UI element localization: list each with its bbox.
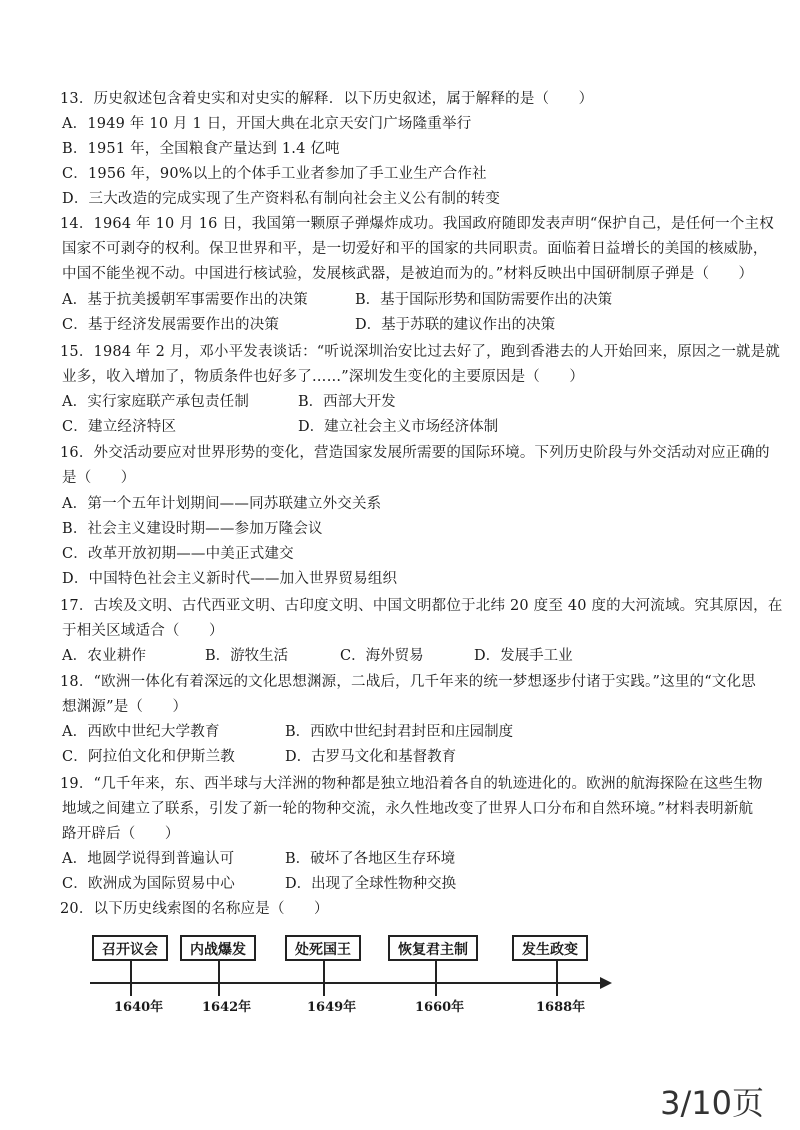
q17-option-d: D．发展手工业 [474, 648, 573, 664]
q17-option-a: A．农业耕作 [62, 648, 147, 664]
q14-stem-line3: 中国不能坐视不动。中国进行核试验，发展核武器，是被迫而为的。”材料反映出中国研制原子弹是（ ） [62, 266, 754, 282]
q16-option-c: C．改革开放初期——中美正式建交 [62, 546, 294, 562]
timeline-connector [435, 961, 437, 983]
q16-option-b: B．社会主义建设时期——参加万隆会议 [62, 521, 323, 537]
q13-stem: 13．历史叙述包含着史实和对史实的解释．以下历史叙述，属于解释的是（ ） [60, 91, 594, 107]
timeline-connector [130, 961, 132, 983]
timeline-event-3: 处死国王 [285, 935, 361, 961]
q16-stem-line1: 16．外交活动要应对世界形势的变化，营造国家发展所需要的国际环境。下列历史阶段与外交活动对应正确的 [60, 445, 770, 461]
q16-stem-line2: 是（ ） [62, 470, 136, 486]
q18-option-b: B．西欧中世纪封君封臣和庄园制度 [285, 724, 514, 740]
q15-stem-line1: 15．1984 年 2 月，邓小平发表谈话：“听说深圳治安比过去好了，跑到香港去的人开始回来，原因之一就是就 [60, 344, 781, 360]
q18-option-d: D．古罗马文化和基督教育 [285, 749, 457, 765]
q17-option-b: B．游牧生活 [205, 648, 289, 664]
q19-option-d: D．出现了全球性物种交换 [285, 876, 457, 892]
timeline-tick [130, 984, 132, 996]
timeline-year-2: 1642年 [202, 1000, 252, 1015]
q14-stem-line1: 14．1964 年 10 月 16 日，我国第一颗原子弹爆炸成功。我国政府随即发表声明“保护自己，是任何一个主权 [60, 216, 774, 232]
q13-option-b: B．1951 年，全国粮食产量达到 1.4 亿吨 [62, 141, 340, 157]
timeline-connector [556, 961, 558, 983]
history-timeline-figure [80, 925, 640, 1035]
timeline-year-4: 1660年 [415, 1000, 465, 1015]
timeline-connector [218, 961, 220, 983]
q16-option-d: D．中国特色社会主义新时代——加入世界贸易组织 [62, 571, 398, 587]
q14-option-d: D．基于苏联的建议作出的决策 [355, 317, 556, 333]
q19-option-a: A．地圆学说得到普遍认可 [62, 851, 235, 867]
q15-option-c: C．建立经济特区 [62, 419, 177, 435]
q17-stem-line2: 于相关区域适合（ ） [62, 623, 224, 639]
timeline-arrow-icon [600, 977, 612, 989]
q19-option-c: C．欧洲成为国际贸易中心 [62, 876, 235, 892]
q15-option-a: A．实行家庭联产承包责任制 [62, 394, 250, 410]
q15-option-d: D．建立社会主义市场经济体制 [298, 419, 499, 435]
page-indicator: 3/10页 [660, 1084, 764, 1122]
timeline-tick [435, 984, 437, 996]
timeline-tick [556, 984, 558, 996]
q14-stem-line2: 国家不可剥夺的权利。保卫世界和平，是一切爱好和平的国家的共同职责。面临着日益增长的美国的核威胁， [62, 241, 768, 257]
q18-option-c: C．阿拉伯文化和伊斯兰教 [62, 749, 235, 765]
q15-stem-line2: 业多，收入增加了，物质条件也好多了……”深圳发生变化的主要原因是（ ） [62, 369, 585, 385]
timeline-event-4: 恢复君主制 [388, 935, 478, 961]
timeline-year-5: 1688年 [536, 1000, 586, 1015]
q16-option-a: A．第一个五年计划期间——同苏联建立外交关系 [62, 496, 382, 512]
q15-option-b: B．西部大开发 [298, 394, 396, 410]
q14-option-a: A．基于抗美援朝军事需要作出的决策 [62, 292, 308, 308]
q13-option-a: A．1949 年 10 月 1 日，开国大典在北京天安门广场隆重举行 [62, 116, 472, 132]
q14-option-b: B．基于国际形势和国防需要作出的决策 [355, 292, 613, 308]
q14-option-c: C．基于经济发展需要作出的决策 [62, 317, 280, 333]
timeline-year-1: 1640年 [114, 1000, 164, 1015]
timeline-event-1: 召开议会 [92, 935, 168, 961]
q18-option-a: A．西欧中世纪大学教育 [62, 724, 220, 740]
q19-option-b: B．破坏了各地区生存环境 [285, 851, 456, 867]
q13-option-c: C．1956 年，90%以上的个体手工业者参加了手工业生产合作社 [62, 166, 487, 182]
q13-option-d: D．三大改造的完成实现了生产资料私有制向社会主义公有制的转变 [62, 191, 501, 207]
q17-stem-line1: 17．古埃及文明、古代西亚文明、古印度文明、中国文明都位于北纬 20 度至 40 度的大河流域。究其原因，在 [60, 598, 783, 614]
timeline-event-5: 发生政变 [512, 935, 588, 961]
timeline-tick [218, 984, 220, 996]
timeline-event-2: 内战爆发 [180, 935, 256, 961]
q18-stem-line1: 18．“欧洲一体化有着深远的文化思想渊源，二战后，几千年来的统一梦想逐步付诸于实践。”这里的“文化思 [60, 674, 756, 690]
q19-stem-line3: 路开辟后（ ） [62, 826, 180, 842]
timeline-year-3: 1649年 [307, 1000, 357, 1015]
timeline-axis [90, 982, 605, 984]
timeline-tick [323, 984, 325, 996]
timeline-connector [323, 961, 325, 983]
q17-option-c: C．海外贸易 [340, 648, 424, 664]
q19-stem-line1: 19．“几千年来，东、西半球与大洋洲的物种都是独立地沿着各自的轨迹进化的。欧洲的航海探险在这些生物 [60, 776, 763, 792]
q19-stem-line2: 地域之间建立了联系，引发了新一轮的物种交流，永久性地改变了世界人口分布和自然环境。”材料表明新航 [62, 801, 754, 817]
q18-stem-line2: 想渊源”是（ ） [62, 699, 188, 715]
q20-stem: 20．以下历史线索图的名称应是（ ） [60, 901, 329, 917]
